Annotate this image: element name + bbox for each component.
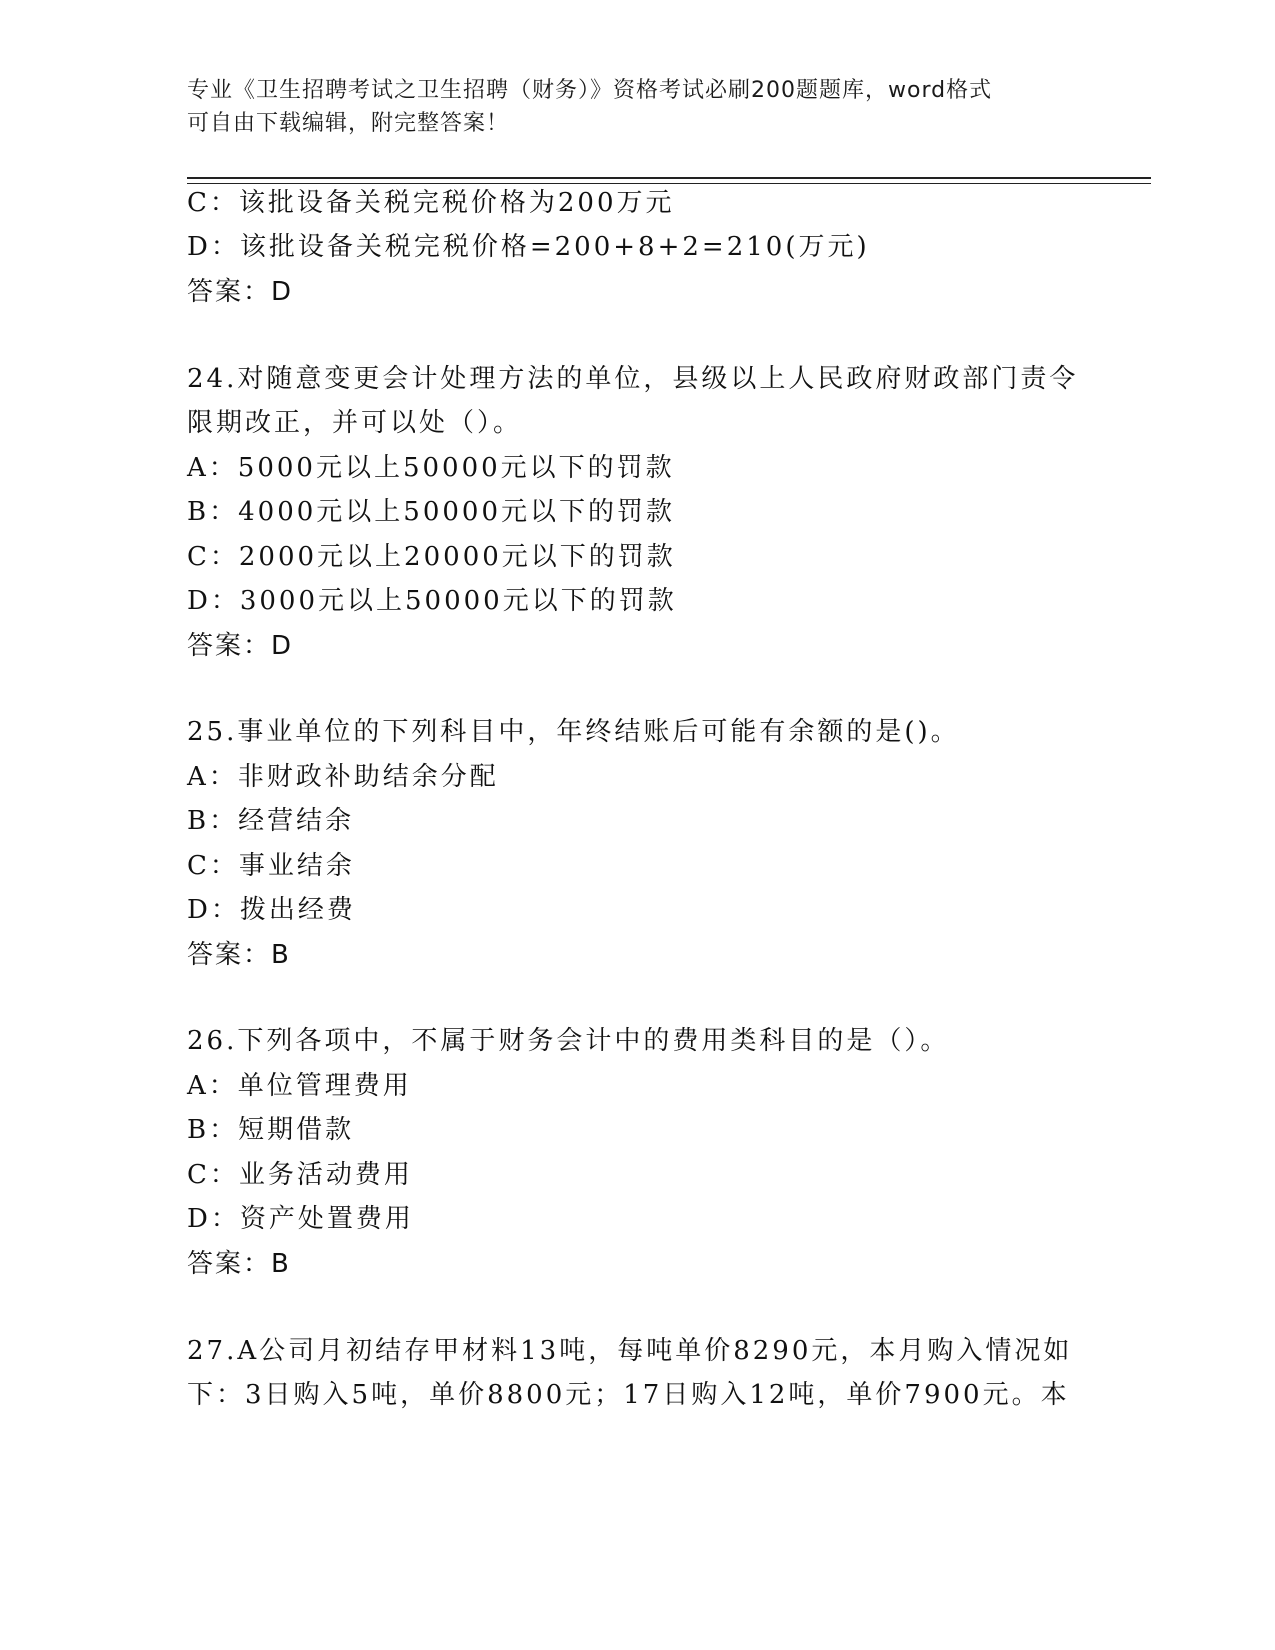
q24-stem-line-2: 限期改正，并可以处（）。 (187, 408, 523, 438)
q24-option-b: B：4000元以上50000元以下的罚款 (187, 497, 675, 527)
q24-option-a: A：5000元以上50000元以下的罚款 (187, 453, 675, 483)
q24-option-c: C：2000元以上20000元以下的罚款 (187, 542, 676, 572)
header-rule-thin (187, 183, 1151, 184)
q26-option-b: B：短期借款 (187, 1115, 355, 1145)
document-header (187, 74, 1107, 140)
q26-option-c: C：业务活动费用 (187, 1160, 413, 1190)
q27-stem-line-1: 27.A公司月初结存甲材料13吨，每吨单价8290元，本月购入情况如 (187, 1336, 1073, 1366)
q25-option-c: C：事业结余 (187, 851, 355, 881)
q25-option-d: D：拨出经费 (187, 895, 356, 925)
header-line-2: 可自由下载编辑，附完整答案！ (187, 111, 510, 136)
prev-option-d: D：该批设备关税完税价格=200+8+2=210(万元) (187, 232, 870, 262)
header-rule-thick (187, 177, 1151, 179)
prev-answer: 答案：D (187, 277, 294, 307)
q24-option-d: D：3000元以上50000元以下的罚款 (187, 586, 677, 616)
q26-option-a: A：单位管理费用 (187, 1071, 412, 1101)
q24-answer: 答案：D (187, 631, 294, 661)
prev-option-c: C：该批设备关税完税价格为200万元 (187, 188, 675, 218)
q26-option-d: D：资产处置费用 (187, 1204, 414, 1234)
q25-option-b: B：经营结余 (187, 806, 355, 836)
q24-stem-line-1: 24.对随意变更会计处理方法的单位，县级以上人民政府财政部门责令 (187, 364, 1079, 394)
q26-stem: 26.下列各项中，不属于财务会计中的费用类科目的是（）。 (187, 1026, 950, 1056)
q27-stem-line-2: 下：3日购入5吨，单价8800元；17日购入12吨，单价7900元。本 (187, 1380, 1070, 1410)
header-line-1: 专业《卫生招聘考试之卫生招聘（财务）》资格考试必刷200题题库，word格式 (187, 78, 993, 103)
q25-stem: 25.事业单位的下列科目中，年终结账后可能有余额的是()。 (187, 717, 960, 747)
q26-answer: 答案：B (187, 1249, 291, 1279)
q25-option-a: A：非财政补助结余分配 (187, 762, 499, 792)
q25-answer: 答案：B (187, 940, 291, 970)
